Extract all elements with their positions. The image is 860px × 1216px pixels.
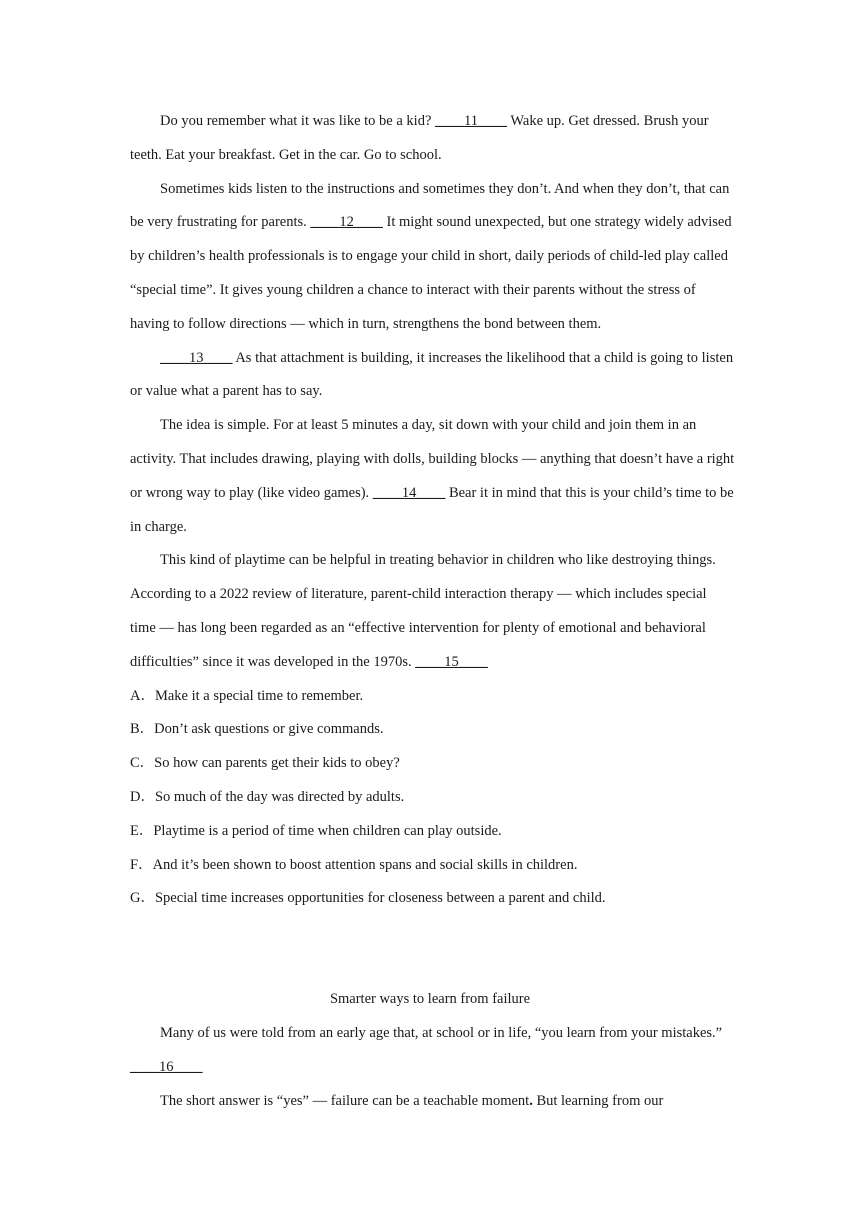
paragraph [130, 105, 735, 173]
paragraph-text: The idea is simple. For at least 5 minutes a day, sit down with your child and join them in an activity. That includes drawing, playing with dolls, building blocks — anything that doesn’t have a right or wrong way to play (like video games). [130, 417, 735, 501]
paragraph [130, 544, 735, 679]
paragraph-text: This kind of playtime can be helpful in treating behavior in children who like destroying things. According to a 2022 review of literature, parent-child interaction therapy — which includes special time — has long been regarded as an “effective intervention for plenty of emotional and behavioral difficulties” since it was developed in the 1970s. [130, 552, 716, 670]
paragraph-text: Do you remember what it was like to be a kid? [160, 113, 436, 129]
blank-16[interactable]: ____16____ [130, 1058, 203, 1075]
option-f: F．And it’s been shown to boost attention spans and social skills in children. [130, 856, 578, 873]
paragraph-text: It might sound unexpected, but one strategy widely advised by children’s health professionals is to engage your child in short, daily periods of child-led play called “special time”. It gives young children a chance to interact with their parents without the stress of having to follow directions — which in turn, strengthens the bond between them. [130, 214, 732, 332]
option-a: A．Make it a special time to remember. [130, 687, 364, 704]
paragraph [130, 173, 735, 342]
option-e: E．Playtime is a period of time when children can play outside. [130, 822, 502, 839]
paragraph [130, 1085, 735, 1119]
blank-13[interactable]: ____13____ [160, 349, 233, 366]
paragraph-text: Wake up. Get dressed. Brush your teeth. Eat your breakfast. Get in the car. Go to school. [130, 113, 709, 163]
passage-2-title: Smarter ways to learn from failure [329, 991, 531, 1007]
option-c: C．So how can parents get their kids to obey? [130, 755, 400, 772]
paragraph-text: Bear it in mind that this is your child’s time to be in charge. [130, 484, 734, 535]
blank-11[interactable]: ____11____ [435, 113, 507, 129]
paragraph [130, 409, 735, 544]
blank-14[interactable]: ____14____ [372, 484, 446, 501]
option-d: D．So much of the day was directed by adults. [130, 788, 405, 805]
passage-1 [130, 105, 735, 916]
paragraph-text: As that attachment is building, it increases the likelihood that a child is going to listen or value what a parent has to say. [130, 349, 734, 400]
paragraph-text: The short answer is “yes” — failure can be a teachable moment [160, 1092, 530, 1109]
blank-12[interactable]: ____12____ [310, 214, 383, 231]
passage-2 [130, 1017, 735, 1118]
blank-15[interactable]: ____15____ [415, 653, 488, 670]
paragraph-text: Many of us were told from an early age that, at school or in life, “you learn from your mistakes.” [160, 1025, 723, 1041]
paragraph [130, 1017, 735, 1085]
option-g: G．Special time increases opportunities for closeness between a parent and child. [130, 890, 606, 907]
paragraph [130, 342, 735, 410]
paragraph-text: Sometimes kids listen to the instructions and sometimes they don’t. And when they don’t, that can be very frustrating for parents. [130, 180, 730, 231]
option-b: B．Don’t ask questions or give commands. [130, 721, 384, 738]
paragraph-text: But learning from our [532, 1092, 664, 1109]
bold-period: . [529, 1092, 533, 1109]
